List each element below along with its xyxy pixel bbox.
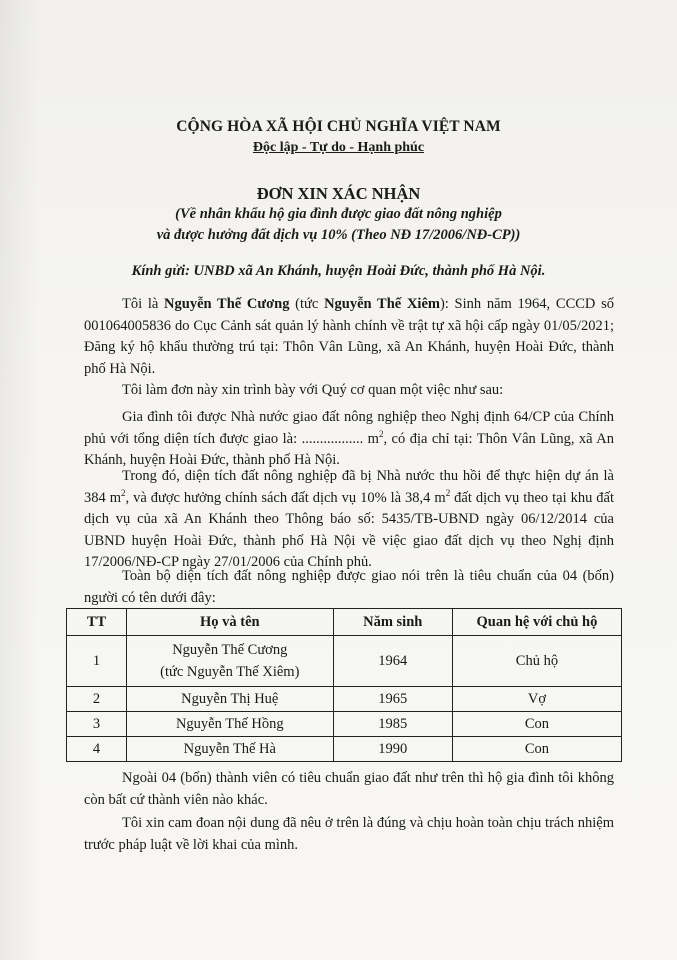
p4-sup2: 2 (445, 487, 451, 498)
cell-name: Nguyễn Thế Hà (126, 737, 333, 762)
commitment-paragraph (84, 813, 614, 856)
p2-text: Tôi làm đơn này xin trình bày với Quý cơ quan một việc như sau: (122, 382, 504, 398)
cell-tt: 3 (67, 712, 127, 737)
p3-sup: 2 (378, 428, 384, 439)
p4-text-a: Trong đó, diện tích đất nông nghiệp đã bị Nhà nước thu hồi để thực hiện dự án là 384 m (84, 468, 614, 506)
p5-text: Toàn bộ diện tích đất nông nghiệp được giao nói trên là tiêu chuẩn của 04 (bốn) người có tên dưới đây: (84, 568, 614, 606)
members-intro-paragraph (84, 566, 614, 609)
cell-relation: Con (452, 737, 621, 762)
header-year: Năm sinh (333, 609, 452, 636)
document-subtitle-line1: (Về nhân khẩu hộ gia đình được giao đất nông nghiệp (175, 206, 502, 222)
land-allocation-paragraph (84, 407, 614, 472)
table-row (67, 687, 622, 712)
p7-text: Tôi xin cam đoan nội dung đã nêu ở trên là đúng và chịu hoàn toàn chịu trách nhiệm trước pháp luật về lời khai của mình. (84, 815, 614, 853)
intro-paragraph (84, 380, 614, 402)
table-row (67, 712, 622, 737)
cell-name: Nguyễn Thị Huệ (126, 687, 333, 712)
cell-relation: Vợ (452, 687, 621, 712)
p4-sup1: 2 (121, 487, 126, 498)
applicant-name: Nguyễn Thế Cương (164, 296, 290, 312)
p1-mid: (tức (289, 296, 325, 312)
p4-text-c: đất dịch vụ theo tại khu đất dịch vụ của xã An Khánh theo Thông báo số: 5435/TB-UBND ngày 06/12/2014 của UBND huyện Hoài Đức, thành phố Hà Nội về việc giao đất dịch vụ theo Nghị định 17/2006/NĐ-CP ngày 27/01/2006 của Chính phủ. (84, 489, 615, 570)
p6-text: Ngoài 04 (bốn) thành viên có tiêu chuẩn giao đất như trên thì hộ gia đình tôi không còn bất cứ thành viên nào khác. (84, 770, 614, 808)
no-other-members-paragraph (84, 768, 614, 811)
household-members-table (66, 608, 622, 762)
header-tt: TT (67, 609, 127, 636)
table-header-row (67, 609, 622, 636)
p3-text-b: , có địa chỉ tại: Thôn Vân Lũng, xã An Khánh, huyện Hoài Đức, thành phố Hà Nội. (84, 430, 614, 468)
cell-year: 1964 (333, 636, 452, 687)
cell-year: 1985 (333, 712, 452, 737)
document-subtitle-line2: và được hưởng đất dịch vụ 10% (Theo NĐ 17/2006/NĐ-CP)) (156, 227, 521, 243)
cell-name: Nguyễn Thế Hồng (126, 712, 333, 737)
cell-tt: 2 (67, 687, 127, 712)
recipient-line: Kính gửi: UNBD xã An Khánh, huyện Hoài Đức, thành phố Hà Nội. (131, 263, 546, 279)
header-relation: Quan hệ với chủ hộ (452, 609, 621, 636)
country-heading: CỘNG HÒA XÃ HỘI CHỦ NGHĨA VIỆT NAM (176, 118, 501, 135)
member-alias: (tức Nguyễn Thế Xiêm) (160, 664, 300, 680)
land-revocation-paragraph (84, 466, 614, 574)
table-row (67, 737, 622, 762)
p3-text-a: Gia đình tôi được Nhà nước giao đất nông nghiệp theo Nghị định 64/CP của Chính phủ với tổng diện tích được giao là: ................. m (84, 409, 614, 447)
cell-year: 1990 (333, 737, 452, 762)
p1-prefix: Tôi là (122, 296, 165, 312)
applicant-alias: Nguyễn Thế Xiêm (324, 296, 440, 312)
table-row (67, 636, 622, 687)
header-name: Họ và tên (126, 609, 333, 636)
applicant-paragraph (84, 294, 614, 380)
cell-name (126, 636, 333, 687)
p4-text-b: , và được hưởng chính sách đất dịch vụ 10% là 38,4 m (125, 489, 446, 506)
cell-tt: 1 (67, 636, 127, 687)
cell-relation: Chủ hộ (452, 636, 621, 687)
document-title: ĐƠN XIN XÁC NHẬN (256, 184, 421, 203)
cell-tt: 4 (67, 737, 127, 762)
cell-relation: Con (452, 712, 621, 737)
national-motto: Độc lập - Tự do - Hạnh phúc (252, 140, 425, 155)
p1-rest: ): Sinh năm 1964, CCCD số 001064005836 do Cục Cảnh sát quản lý hành chính về trật tự xã hội cấp ngày 01/05/2021; Đăng ký hộ khẩu thường trú tại: Thôn Vân Lũng, xã An Khánh, huyện Hoài Đức, thành phố Hà Nội. (84, 296, 614, 377)
member-name: Nguyễn Thế Cương (172, 642, 288, 658)
cell-year: 1965 (333, 687, 452, 712)
